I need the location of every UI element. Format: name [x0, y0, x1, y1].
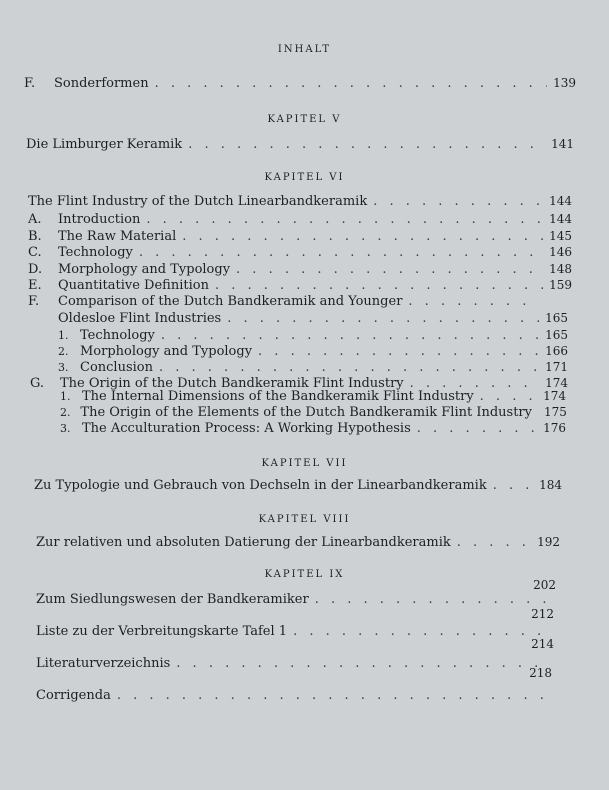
leader-dots [293, 624, 550, 639]
leader-dots [373, 194, 543, 209]
page-number: 176 [543, 421, 566, 435]
entry-title: Literaturverzeichnis [36, 656, 171, 671]
entry-letter: E. [28, 278, 42, 293]
entry-title: Technology [58, 245, 133, 260]
entry-title: The Origin of the Elements of the Dutch Bandkeramik Flint Industry [80, 405, 532, 420]
entry-letter: G. [30, 376, 45, 391]
entry-title: Conclusion [80, 360, 153, 375]
entry-title: Oldesloe Flint Industries [58, 311, 222, 326]
entry-number: 3. [60, 422, 71, 435]
toc-entry-technology[interactable] [28, 245, 572, 260]
leader-dots [182, 229, 543, 244]
toc-entry-g3-acculturation[interactable] [60, 421, 566, 436]
leader-dots [176, 656, 548, 671]
chapter-heading-vi: KAPITEL VI [264, 172, 345, 183]
page-header: INHALT [277, 44, 332, 55]
entry-number: 3. [58, 361, 69, 374]
leader-dots [480, 389, 537, 404]
leader-dots [493, 478, 533, 493]
page-number: 184 [539, 478, 562, 492]
entry-title: Zu Typologie und Gebrauch von Dechseln in der Linearbandkeramik [34, 478, 487, 493]
page-number: 171 [545, 360, 568, 374]
entry-title: Introduction [58, 212, 141, 227]
toc-entry-comparison[interactable] [28, 294, 532, 309]
page-number: 144 [549, 194, 572, 208]
leader-dots [161, 328, 539, 343]
toc-entry-siedlungswesen[interactable] [36, 592, 558, 607]
leader-dots [227, 311, 539, 326]
leader-dots [146, 212, 543, 227]
page-number: 192 [537, 535, 560, 549]
page-number: 175 [544, 405, 567, 419]
toc-entry-raw-material[interactable] [28, 229, 572, 244]
leader-dots [236, 262, 543, 277]
toc-entry-datierung[interactable] [36, 535, 560, 550]
toc-entry-g2-elements[interactable] [60, 405, 566, 420]
page-number: 144 [549, 212, 572, 226]
entry-title: Corrigenda [36, 688, 111, 703]
entry-letter: F. [24, 76, 36, 91]
toc-entry-morphology-typology[interactable] [28, 262, 572, 277]
page-number: 174 [543, 389, 566, 403]
toc-entry-comparison-cont[interactable] [58, 311, 568, 326]
entry-number: 2. [60, 406, 71, 419]
entry-number: 1. [58, 329, 69, 342]
toc-entry-f1-technology[interactable] [58, 328, 568, 343]
page-number: 202 [533, 578, 556, 592]
page-number: 148 [549, 262, 572, 276]
toc-entry-g1-internal[interactable] [60, 389, 566, 404]
chapter-heading-ix: KAPITEL IX [264, 569, 345, 580]
page-number: 214 [531, 637, 554, 651]
page-number: 165 [545, 311, 568, 325]
entry-title: Technology [80, 328, 155, 343]
toc-entry-introduction[interactable] [28, 212, 572, 227]
entry-title: Morphology and Typology [58, 262, 231, 277]
page-number: 146 [549, 245, 572, 259]
page-number: 139 [553, 76, 576, 90]
toc-entry-flint-industry[interactable] [28, 194, 572, 209]
leader-dots [408, 294, 526, 309]
leader-dots [258, 344, 539, 359]
page-number: 141 [551, 137, 574, 151]
entry-title: Morphology and Typology [80, 344, 253, 359]
toc-entry-limburger-keramik[interactable] [26, 137, 574, 152]
page-number: 165 [545, 328, 568, 342]
toc-entry-literaturverzeichnis[interactable] [36, 656, 554, 671]
leader-dots [188, 137, 545, 152]
entry-title: The Flint Industry of the Dutch Linearbandkeramik [28, 194, 368, 209]
leader-dots [417, 421, 537, 436]
entry-title: Zur relativen und absoluten Datierung der Linearbandkeramik [36, 535, 451, 550]
page-number: 145 [549, 229, 572, 243]
leader-dots [315, 592, 552, 607]
page-number: 166 [545, 344, 568, 358]
toc-entry-dechseln[interactable] [34, 478, 562, 493]
entry-letter: C. [28, 245, 42, 260]
page-number: 218 [529, 666, 552, 680]
entry-title: Liste zu der Verbreitungskarte Tafel 1 [36, 624, 288, 639]
toc-entry-corrigenda[interactable] [36, 688, 552, 703]
chapter-heading-v: KAPITEL V [267, 114, 342, 125]
leader-dots [155, 76, 548, 91]
chapter-heading-viii: KAPITEL VIII [258, 514, 351, 525]
entry-title: Sonderformen [54, 76, 149, 91]
entry-title: Comparison of the Dutch Bandkeramik and Younger [58, 294, 403, 309]
entry-title: The Origin of the Dutch Bandkeramik Flint Industry [60, 376, 404, 391]
toc-entry-liste[interactable] [36, 624, 556, 639]
toc-entry-sonderformen[interactable] [24, 76, 576, 91]
entry-title: Die Limburger Keramik [26, 137, 183, 152]
leader-dots [159, 360, 539, 375]
entry-letter: F. [28, 294, 40, 309]
entry-title: Zum Siedlungswesen der Bandkeramiker [36, 592, 309, 607]
leader-dots [457, 535, 531, 550]
toc-entry-f3-conclusion[interactable] [58, 360, 568, 375]
leader-dots [117, 688, 546, 703]
entry-letter: B. [28, 229, 42, 244]
entry-letter: A. [28, 212, 42, 227]
toc-entry-f2-morphology[interactable] [58, 344, 568, 359]
entry-title: The Internal Dimensions of the Bandkeramik Flint Industry [82, 389, 474, 404]
toc-entry-quantitative-definition[interactable] [28, 278, 572, 293]
page-number: 174 [545, 376, 568, 390]
page-number: 212 [531, 607, 554, 621]
entry-title: The Raw Material [58, 229, 177, 244]
entry-title: The Acculturation Process: A Working Hypothesis [82, 421, 411, 436]
entry-number: 1. [60, 390, 71, 403]
entry-title: Quantitative Definition [58, 278, 209, 293]
leader-dots [139, 245, 543, 260]
entry-letter: D. [28, 262, 43, 277]
chapter-heading-vii: KAPITEL VII [261, 458, 348, 469]
entry-number: 2. [58, 345, 69, 358]
page-number: 159 [549, 278, 572, 292]
leader-dots [215, 278, 543, 293]
